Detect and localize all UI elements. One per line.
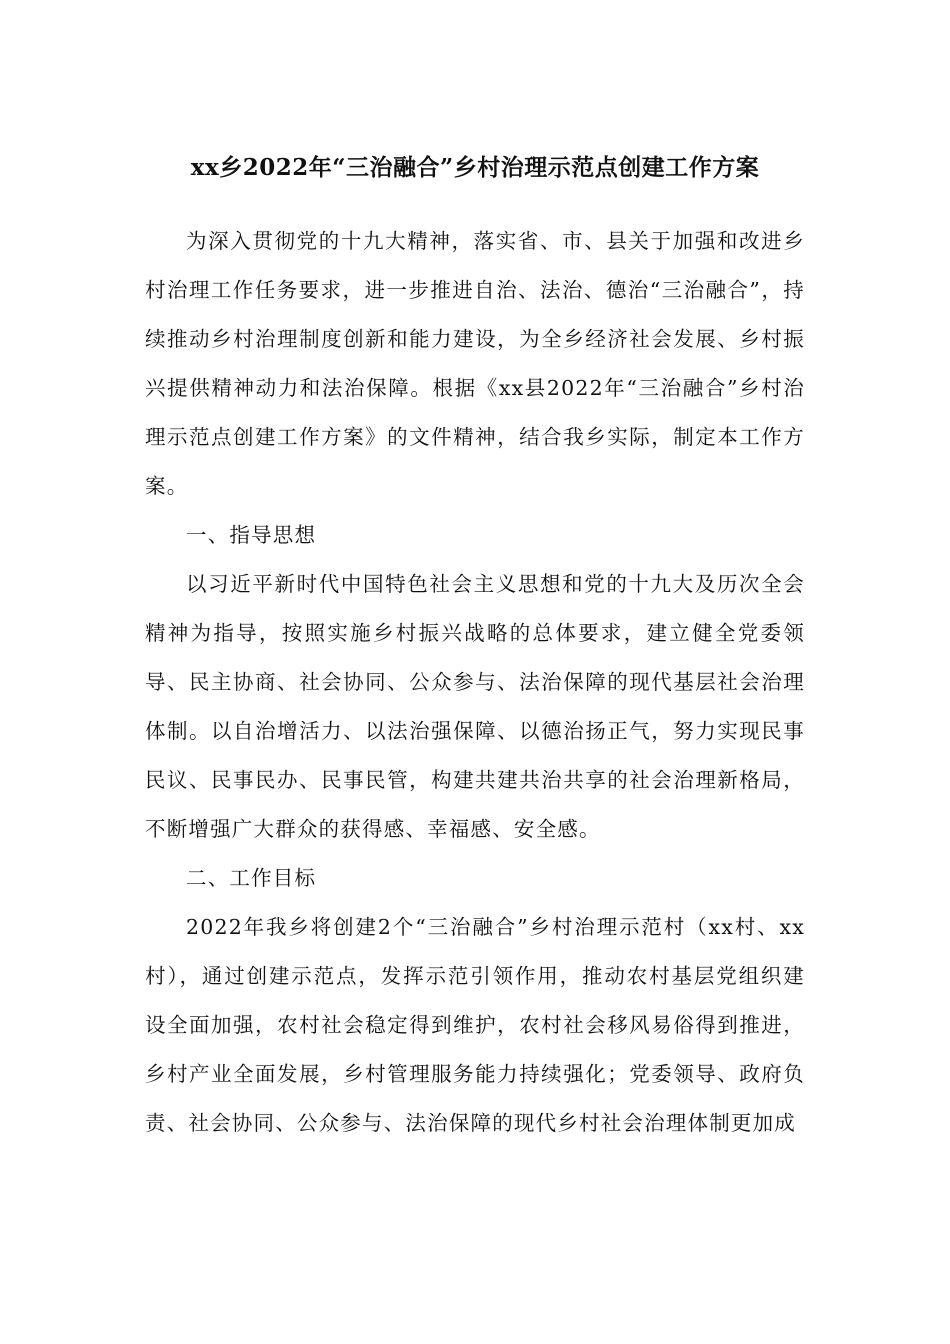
paragraph-intro: 为深入贯彻党的十九大精神，落实省、市、县关于加强和改进乡村治理工作任务要求，进一步推进自治、法治、德治“三治融合”，持续推动乡村治理制度创新和能力建设，为全乡经济社会发展、乡村振兴提供精神动力和法治保障。根据《xx县2022年“三治融合”乡村治理示范点创建工作方案》的文件精神，结合我乡实际，制定本工作方案。: [145, 229, 805, 498]
document-body: [145, 217, 805, 1148]
paragraph-guiding-ideology: 以习近平新时代中国特色社会主义思想和党的十九大及历次全会精神为指导，按照实施乡村振兴战略的总体要求，建立健全党委领导、民主协商、社会协同、公众参与、法治保障的现代基层社会治理体制。以自治增活力、以法治强保障、以德治扬正气，努力实现民事民议、民事民办、民事民管，构建共建共治共享的社会治理新格局，不断增强广大群众的获得感、幸福感、安全感。: [145, 572, 805, 841]
document-title: xx乡2022年“三治融合”乡村治理示范点创建工作方案: [190, 154, 760, 181]
section-heading-guiding-ideology: 一、指导思想: [186, 523, 317, 547]
section-heading-work-goals: 二、工作目标: [186, 866, 317, 890]
paragraph-work-goals: 2022年我乡将创建2个“三治融合”乡村治理示范村（xx村、xx村），通过创建示范点，发挥示范引领作用，推动农村基层党组织建设全面加强，农村社会稳定得到维护，农村社会移风易俗得到推进，乡村产业全面发展，乡村管理服务能力持续强化；党委领导、政府负责、社会协同、公众参与、法治保障的现代乡村社会治理体制更加成: [145, 915, 805, 1135]
